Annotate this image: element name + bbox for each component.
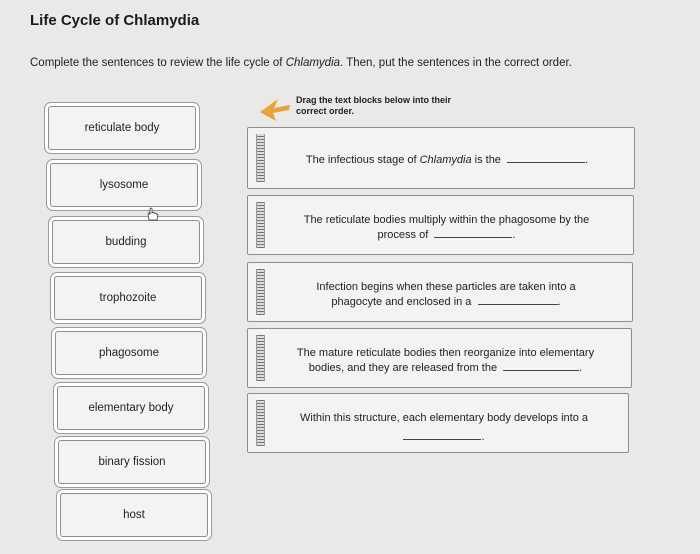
sentence-slot-3[interactable]: [247, 262, 633, 322]
sentence-text: The reticulate bodies multiply within the phagosome by the process of .: [266, 213, 627, 242]
answer-blank[interactable]: [478, 294, 558, 305]
drag-hint-line1: Drag the text blocks below into their: [296, 95, 452, 105]
term-binary-fission[interactable]: [58, 440, 206, 484]
term-lysosome[interactable]: [50, 163, 198, 207]
sentence-slot-5[interactable]: [247, 393, 629, 453]
term-trophozoite[interactable]: [54, 276, 202, 320]
instructions-text: Complete the sentences to review the life cycle of: [30, 57, 286, 69]
sentence-slot-2[interactable]: [247, 195, 634, 255]
sentence-text: Infection begins when these particles are taken into a phagocyte and enclosed in a .: [266, 280, 626, 309]
sentence-text: The mature reticulate bodies then reorganize into elementary bodies, and they are released from the .: [266, 346, 625, 375]
term-label: binary fission: [98, 456, 166, 468]
drag-hint: [296, 95, 451, 117]
drag-hint-line2: correct order.: [296, 106, 355, 116]
sentence-line: Infection begins when these particles are taken into a: [316, 281, 576, 293]
term-label: host: [123, 509, 145, 521]
sentence-part: The infectious stage of: [305, 154, 420, 166]
sentence-italic: Chlamydia: [419, 154, 472, 166]
answer-blank[interactable]: [403, 429, 481, 440]
sentence-line: The reticulate bodies multiply within the phagosome by the: [303, 214, 590, 226]
drag-handle[interactable]: [256, 134, 265, 182]
drag-handle[interactable]: [256, 400, 265, 446]
answer-blank[interactable]: [507, 152, 585, 163]
drag-handle[interactable]: [256, 335, 265, 381]
sentence-slot-4[interactable]: [247, 328, 632, 388]
term-elementary-body[interactable]: [57, 386, 205, 430]
sentence-text: Within this structure, each elementary body develops into a .: [266, 411, 622, 444]
sentence-line: phagocyte and enclosed in a: [331, 296, 472, 308]
sentence-text: The infectious stage of Chlamydia is the .: [305, 154, 589, 166]
drag-handle[interactable]: [256, 269, 265, 315]
sentence-line: Within this structure, each elementary body develops into a: [300, 412, 588, 424]
answer-blank[interactable]: [503, 360, 579, 371]
sentence-part: is the: [471, 154, 501, 166]
sentence-slot-1[interactable]: [247, 127, 635, 189]
term-phagosome[interactable]: [55, 331, 203, 375]
term-label: phagosome: [98, 347, 160, 359]
term-label: budding: [105, 236, 147, 248]
term-label: elementary body: [88, 402, 174, 414]
term-reticulate-body[interactable]: [48, 106, 196, 150]
term-label: reticulate body: [84, 122, 160, 134]
instructions: [30, 57, 572, 69]
answer-blank[interactable]: [434, 227, 512, 238]
hand-cursor-icon: [145, 207, 159, 221]
term-host[interactable]: [60, 493, 208, 537]
sentence-line: process of: [377, 229, 429, 241]
term-label: trophozoite: [99, 292, 157, 304]
page-title: Life Cycle of Chlamydia: [30, 12, 200, 29]
sentence-line: The mature reticulate bodies then reorganize into elementary: [296, 347, 595, 359]
instructions-italic: Chlamydia: [285, 57, 341, 69]
drag-handle[interactable]: [256, 202, 265, 248]
arrow-left-icon: [258, 95, 292, 125]
term-budding[interactable]: [52, 220, 200, 264]
sentence-line: bodies, and they are released from the: [308, 362, 498, 374]
instructions-text-end: . Then, put the sentences in the correct order.: [340, 57, 572, 69]
term-label: lysosome: [99, 179, 149, 191]
